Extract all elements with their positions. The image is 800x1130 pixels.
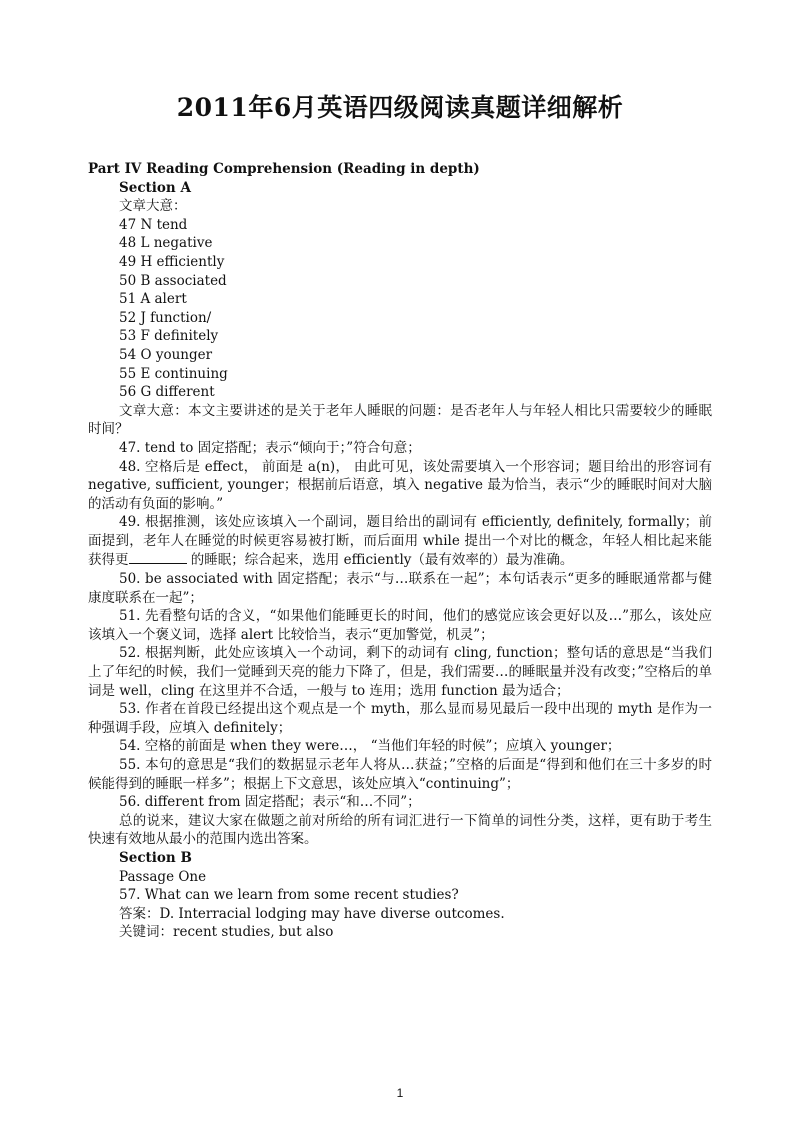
keywords-line: 关键词：recent studies, but also [119,924,334,941]
explanation-48: 48. 空格后是 effect， 前面是 a(n)， 由此可见，该处需要填入一个形容词；题目给出的形容词有 negative, sufficient, younger；根据前后语意，填入 negative 最为恰当，表示“少的睡眠时间对大脑的活动有负面的影响。” [88,458,712,512]
question-57: 57. What can we learn from some recent studies? [119,887,459,904]
answer-line: 53 F definitely [119,328,219,345]
answer-line: 52 J function/ [119,309,212,326]
summary-paragraph: 文章大意：本文主要讲述的是关于老年人睡眠的问题：是否老年人与年轻人相比只需要较少的睡眠时间？ [88,402,712,438]
explanation-47: 47. tend to 固定搭配；表示“倾向于；”符合句意； [119,439,421,456]
answer-line: 49 H efficiently [119,253,225,270]
section-a-heading: Section A [119,179,191,196]
passage-heading: Passage One [119,868,207,885]
explanation-51: 51. 先看整句话的含义，“如果他们能睡更长的时间，他们的感觉应该会更好以及…”那么，该处应该填入一个褒义词，选择 alert 比较恰当，表示“更加警觉，机灵”； [88,608,712,643]
answer-line: 54 O younger [119,346,213,363]
answer-line: 50 B associated [119,272,227,289]
explanation-50: 50. be associated with 固定搭配；表示“与…联系在一起”；本句话表示“更多的睡眠通常都与健康度联系在一起”； [88,571,712,606]
page-title: 2011年6月英语四级阅读真题详细解析 [176,93,624,122]
answer-line: 56 G different [119,384,215,401]
explanation-49-part2: 的睡眠；综合起来，选用 efficiently（最有效率的）最为准确。 [186,552,574,569]
fill-blank [129,550,187,564]
summary-label: 文章大意： [119,198,187,215]
document-body [88,160,712,942]
explanation-49 [88,513,712,570]
explanation-52: 52. 根据判断，此处应该填入一个动词，剩下的动词有 cling, function；整句话的意思是“当我们上了年纪的时候，我们一觉睡到天亮的能力下降了，但是，我们需要…的睡眠量并没有改变；”空格后的单词是 well，cling 在这里并不合适，一般与 to 连用；选用 function 最为适合； [88,645,712,699]
answer-line: 55 E continuing [119,365,228,382]
conclusion-paragraph: 总的说来，建议大家在做题之前对所给的所有词汇进行一下简单的词性分类，这样，更有助于考生快速有效地从最小的范围内选出答案。 [88,812,712,848]
section-b-heading: Section B [119,849,192,866]
answer-line: 47 N tend [119,216,188,233]
page-number: 1 [396,1086,404,1100]
explanation-55: 55. 本句的意思是“我们的数据显示老年人将从…获益；”空格的后面是“得到和他们在三十多岁的时候能得到的睡眠一样多”；根据上下文意思，该处应填入“continuing”； [88,757,712,792]
explanation-56: 56. different from 固定搭配；表示“和…不同”； [119,794,421,811]
answer-57: 答案：D. Interracial lodging may have diverse outcomes. [119,905,505,922]
answer-line: 48 L negative [119,235,213,252]
answer-line: 51 A alert [119,291,187,308]
explanation-49-part1: 49. 根据推测，该处应该填入一个副词，题目给出的副词有 efficiently, definitely, formally；前面提到，老年人在睡觉的时候更容易被打断，而后面用 while 提出一个对比的概念，年轻人相比起来能获得更 [88,514,712,569]
explanation-54: 54. 空格的前面是 when they were…， “当他们年轻的时候”；应填入 younger； [119,738,621,755]
part-heading: Part IV Reading Comprehension (Reading in depth) [88,161,480,177]
explanation-53: 53. 作者在首段已经提出这个观点是一个 myth，那么显而易见最后一段中出现的 myth 是作为一种强调手段，应填入 definitely； [88,701,712,736]
